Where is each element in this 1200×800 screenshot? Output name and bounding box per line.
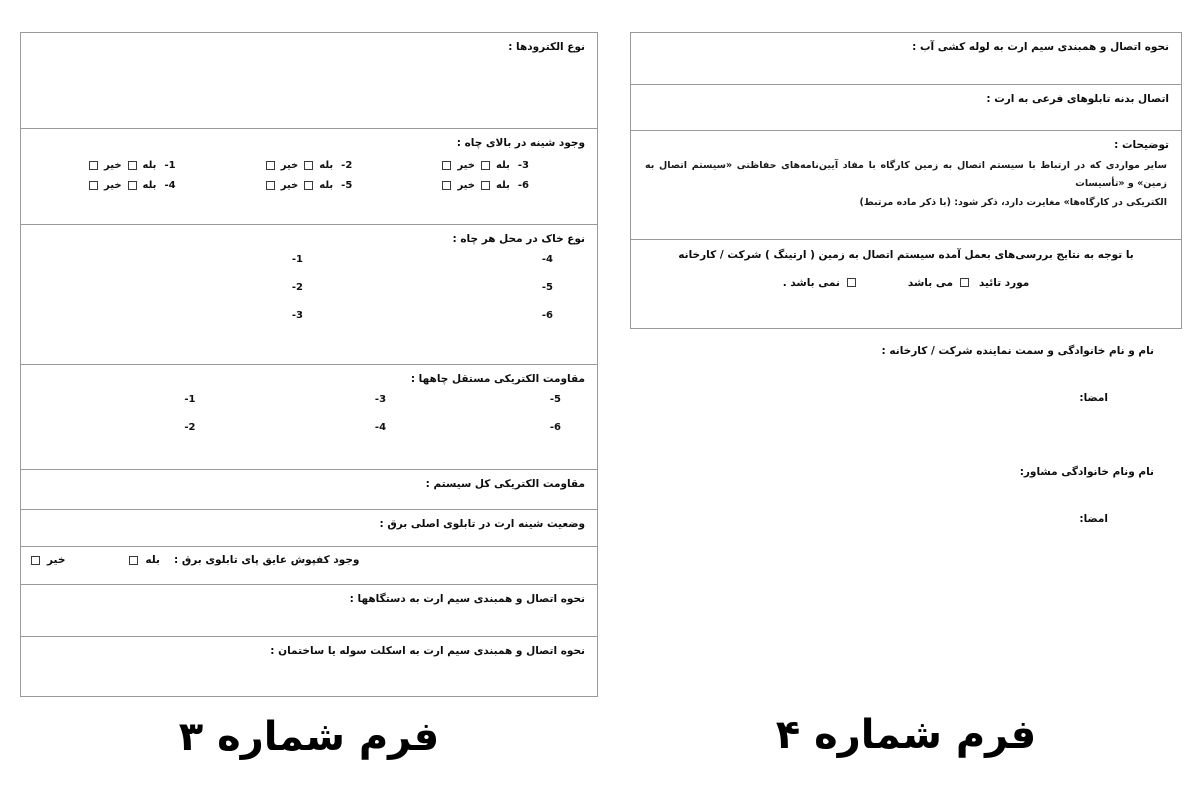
row-electrode-type-label: نوع الکترودها : [508,41,585,53]
shine-option-5-yes-checkbox[interactable] [304,181,313,190]
row-soil-type-label: نوع خاک در محل هر چاه : [452,233,585,245]
form-4-title: فرم شماره ۴ [775,712,1037,758]
kafposh-inline-group [31,554,587,566]
shine-option-1[interactable] [89,160,176,171]
shine-top-checkbox-grid [31,160,587,191]
resistance-col-3 [428,394,587,433]
row-water-pipe-connection-label: نحوه اتصال و همبندی سیم ارت به لوله کشی آب : [912,41,1169,53]
row-device-connection [21,585,597,637]
shine-option-1-number: 1- [164,159,176,171]
row-total-resistance-label: مقاومت الکتریکی کل سیستم : [425,478,585,490]
shine-option-5-no-label: خیر [280,179,299,191]
shine-option-5[interactable] [266,180,353,191]
row-kafposh [21,547,597,585]
shine-option-4-no-checkbox[interactable] [89,181,98,190]
soil-item-5[interactable]: 5- [541,281,553,293]
row-notes [631,131,1181,240]
resistance-number-grid [31,394,587,433]
approval-yes-label: می باشد [907,276,953,289]
row-soil-type [21,225,597,365]
kafposh-yes-label: بله [145,554,160,566]
row-water-pipe-connection [631,33,1181,85]
shine-option-6-no-checkbox[interactable] [442,181,451,190]
shine-option-2-number: 2- [341,159,353,171]
resistance-item-1[interactable]: 1- [184,393,196,405]
row-electrode-type [21,33,597,129]
shine-option-2-yes-checkbox[interactable] [304,161,313,170]
soil-type-col-2 [321,254,587,321]
row-earth-shine-status [21,510,597,547]
resistance-item-2[interactable]: 2- [184,421,196,433]
row-sub-panel-connection-label: اتصال بدنه تابلوهای فرعی به ارت : [986,93,1169,105]
notes-paragraph [641,157,1171,213]
shine-option-3-no-label: خیر [457,159,475,171]
signature-block [630,345,1182,525]
resistance-item-3[interactable]: 3- [374,393,387,405]
approval-heading: با توجه به نتایج بررسی‌های بعمل آمده سیستم اتصال به زمین ( ارتینگ ) شرکت / کارخانه [678,249,1134,261]
approval-no-label: نمی باشد . [782,276,840,289]
approval-no-checkbox[interactable] [847,278,856,287]
shine-option-3[interactable] [442,160,529,171]
adviser-signature-line[interactable]: امضا: [1079,513,1108,525]
row-shine-top [21,129,597,225]
kafposh-no-option[interactable] [31,554,65,566]
soil-type-number-grid [31,254,587,321]
row-notes-label: توضیحات : [1114,139,1169,151]
row-total-resistance [21,470,597,510]
row-earth-shine-status-label: وضعیت شینه ارت در تابلوی اصلی برق : [379,518,585,530]
representative-signature-line[interactable]: امضا: [1079,392,1108,404]
shine-option-2-no-label: خیر [280,159,299,171]
shine-option-3-number: 3- [517,159,529,171]
resistance-col-1 [31,394,222,433]
shine-option-6-no-label: خیر [457,179,475,191]
shine-option-3-no-checkbox[interactable] [442,161,451,170]
shine-option-4-yes-label: بله [142,179,157,191]
approval-yes-checkbox[interactable] [960,278,969,287]
shine-top-row-1 [35,160,587,171]
approval-yes-option[interactable] [908,277,969,289]
row-independent-resistance [21,365,597,470]
kafposh-yes-checkbox[interactable] [129,556,138,565]
kafposh-no-checkbox[interactable] [31,556,40,565]
shine-option-4-yes-checkbox[interactable] [128,181,137,190]
row-building-connection [21,637,597,697]
shine-option-6-yes-checkbox[interactable] [481,181,490,190]
soil-item-3[interactable]: 3- [291,309,303,321]
row-sub-panel-connection [631,85,1181,131]
soil-type-col-1 [71,254,321,321]
shine-option-6[interactable] [442,180,529,191]
shine-option-1-yes-checkbox[interactable] [128,161,137,170]
kafposh-yes-option[interactable] [129,554,160,566]
form-3-column [20,0,598,800]
resistance-col-2 [222,394,429,433]
row-independent-resistance-label: مقاومت الکتریکی مستقل چاهها : [410,373,585,385]
form-4-column [630,0,1182,800]
resistance-item-4[interactable]: 4- [374,421,387,433]
shine-option-1-yes-label: بله [142,159,157,171]
notes-line-1: سایر مواردی که در ارتباط با سیستم اتصال به زمین کارگاه با مفاد آیین‌نامه‌های حفاظتی «سیستم اتصال به زمین» و «تأسیسات [645,159,1167,190]
soil-item-2[interactable]: 2- [291,281,303,293]
row-kafposh-label: وجود کفپوش عایق پای تابلوی برق : [174,554,360,566]
shine-option-6-yes-label: بله [495,179,510,191]
shine-top-row-2 [35,180,587,191]
resistance-item-5[interactable]: 5- [549,393,561,405]
approval-label: مورد تائید [978,276,1030,289]
shine-option-2[interactable] [266,160,353,171]
row-shine-top-label: وجود شینه در بالای چاه : [456,137,585,149]
representative-name-line[interactable]: نام و نام خانوادگی و سمت نماینده شرکت / کارخانه : [881,345,1154,357]
notes-line-2: الکتریکی در کارگاه‌ها» مغایرت دارد، ذکر شود: (با ذکر ماده مرتبط) [859,196,1167,208]
adviser-name-line[interactable]: نام ونام خانوادگی مشاور: [1019,466,1154,478]
shine-option-4-number: 4- [164,179,176,191]
shine-option-2-yes-label: بله [319,159,334,171]
row-building-connection-label: نحوه اتصال و همبندی سیم ارت به اسکلت سوله یا ساختمان : [270,645,585,657]
form-3-title: فرم شماره ۳ [178,714,440,760]
approval-no-option[interactable] [783,277,856,289]
resistance-item-6[interactable]: 6- [549,421,561,433]
shine-option-5-no-checkbox[interactable] [266,181,275,190]
shine-option-5-yes-label: بله [319,179,334,191]
soil-item-1[interactable]: 1- [291,253,303,265]
row-approval [631,240,1181,328]
shine-option-5-number: 5- [341,179,353,191]
approval-options [641,277,1171,289]
shine-option-1-no-checkbox[interactable] [89,161,98,170]
kafposh-no-label: خیر [47,554,66,566]
shine-option-3-yes-checkbox[interactable] [481,161,490,170]
shine-option-4-no-label: خیر [104,179,122,191]
shine-option-6-number: 6- [517,179,529,191]
shine-option-4[interactable] [89,180,176,191]
form-4-table [630,32,1182,329]
form-3-table [20,32,598,697]
soil-item-4[interactable]: 4- [541,253,553,265]
shine-option-1-no-label: خیر [104,159,122,171]
shine-option-3-yes-label: بله [495,159,510,171]
row-device-connection-label: نحوه اتصال و همبندی سیم ارت به دستگاهها : [349,593,585,605]
soil-item-6[interactable]: 6- [541,309,553,321]
shine-option-2-no-checkbox[interactable] [266,161,275,170]
